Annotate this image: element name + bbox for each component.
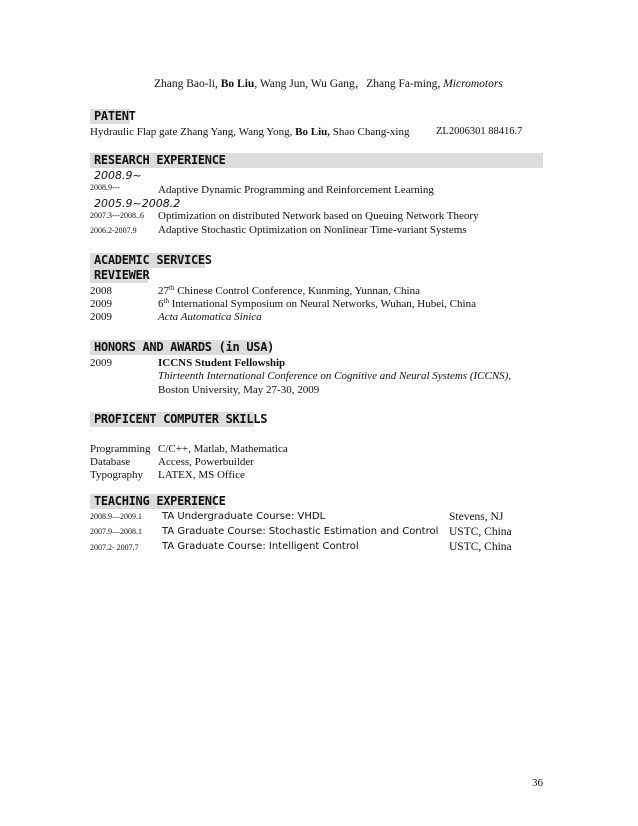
reviewer-year: 2008	[90, 285, 112, 297]
patent-number: ZL2006301 88416.7	[436, 126, 523, 137]
teaching-date: 2007.2- 2007.7	[90, 543, 139, 552]
patent-heading: PATENT	[94, 109, 136, 123]
honors-conference: Thirteenth International Conference on Cognitive and Neural Systems (ICCNS),	[158, 370, 512, 382]
patent-line	[90, 126, 409, 138]
reviewer-ordinal-suffix: th	[169, 284, 175, 292]
skills-heading: PROFICENT COMPUTER SKILLS	[94, 412, 268, 426]
honors-title: ICCNS Student Fellowship	[158, 357, 286, 369]
pub-authors-pre: Zhang Bao-li,	[154, 78, 221, 90]
research-group-label: 2005.9~2008.2	[94, 197, 181, 210]
reviewer-text: Chinese Control Conference, Kunming, Yunnan, China	[174, 285, 420, 297]
patent-post: Shao Chang-xing	[330, 126, 410, 138]
research-topic: Optimization on distributed Network based on Queuing Network Theory	[158, 210, 479, 222]
teaching-date: 2007.9—2008.1	[90, 527, 142, 536]
patent-author-bold: Bo Liu,	[295, 126, 331, 138]
skill-value: LATEX, MS Office	[158, 469, 245, 481]
skill-label: Typography	[90, 469, 143, 481]
skill-label: Programming	[90, 443, 151, 455]
skill-value: Access, Powerbuilder	[158, 456, 254, 468]
pub-venue: Micromotors	[443, 78, 503, 90]
research-topic: Adaptive Stochastic Optimization on Nonlinear Time-variant Systems	[158, 224, 467, 236]
publication-line	[154, 75, 503, 91]
skill-value: C/C++, Matlab, Mathematica	[158, 443, 288, 455]
teaching-date: 2008.9—2009.1	[90, 512, 142, 521]
reviewer-ordinal: 6	[158, 298, 164, 310]
honors-heading: HONORS AND AWARDS (in USA)	[94, 340, 275, 354]
reviewer-text: International Symposium on Neural Networks, Wuhan, Hubei, China	[168, 298, 476, 310]
patent-pre: Hydraulic Flap gate Zhang Yang, Wang Yong,	[90, 126, 296, 138]
pub-author-bold: Bo Liu	[220, 78, 255, 90]
pub-authors-post: , Wang Jun, Wu Gang，Zhang Fa-ming,	[254, 78, 444, 90]
teaching-place: Stevens, NJ	[449, 511, 504, 523]
skill-label: Database	[90, 456, 131, 468]
reviewer-entry	[158, 298, 476, 310]
teaching-course: TA Undergraduate Course: VHDL	[162, 511, 326, 522]
research-date: 2007.3---2008..6	[90, 211, 144, 220]
research-date: 2008.9---	[90, 183, 120, 192]
research-topic: Adaptive Dynamic Programming and Reinforcement Learning	[158, 184, 434, 196]
reviewer-ordinal: 27	[158, 285, 169, 297]
reviewer-entry	[158, 285, 420, 297]
research-heading: RESEARCH EXPERIENCE	[94, 153, 226, 167]
reviewer-journal: Acta Automatica Sinica	[158, 311, 262, 323]
academic-heading: ACADEMIC SERVICES	[94, 253, 212, 267]
reviewer-year: 2009	[90, 311, 112, 323]
page-number: 36	[532, 777, 543, 789]
honors-year: 2009	[90, 357, 112, 369]
reviewer-ordinal-suffix: th	[163, 297, 169, 305]
teaching-place: USTC, China	[449, 526, 512, 538]
reviewer-heading: REVIEWER	[94, 268, 150, 282]
research-group-label: 2008.9~	[94, 169, 142, 182]
teaching-course: TA Graduate Course: Stochastic Estimation and Control	[162, 526, 439, 537]
teaching-heading: TEACHING EXPERIENCE	[94, 494, 226, 508]
research-date: 2006.2-2007.9	[90, 226, 137, 235]
honors-venue: Boston University, May 27-30, 2009	[158, 384, 320, 396]
teaching-course: TA Graduate Course: Intelligent Control	[162, 541, 359, 552]
reviewer-year: 2009	[90, 298, 112, 310]
teaching-place: USTC, China	[449, 541, 512, 553]
